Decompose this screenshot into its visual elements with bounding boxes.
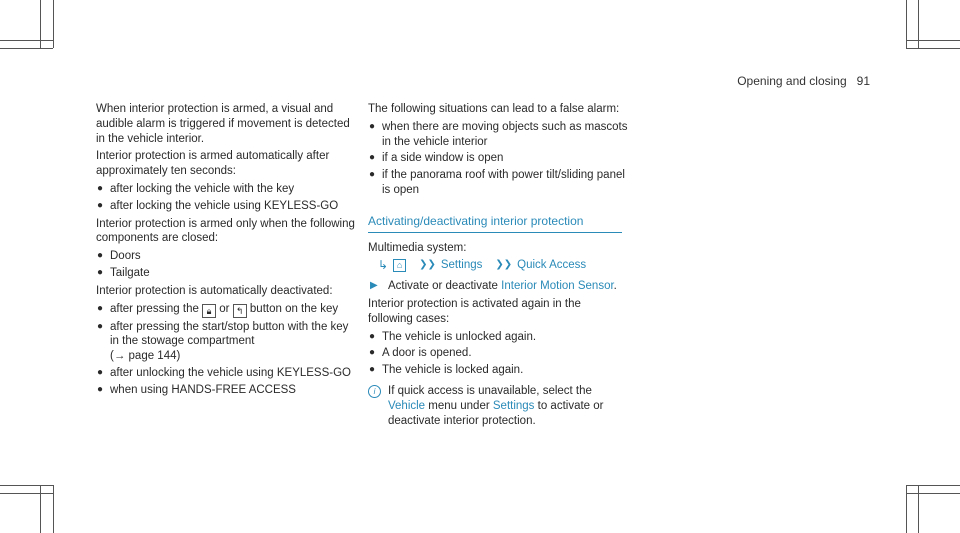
list-item: ● after locking the vehicle using KEYLESS-GO	[97, 199, 339, 212]
bullet-icon: ●	[369, 169, 376, 181]
crop-mark	[906, 485, 960, 486]
bullet-list	[368, 330, 628, 378]
running-header	[737, 74, 870, 88]
chevron-right-icon: ❯❯	[495, 259, 513, 271]
section-title: Opening and closing	[737, 74, 847, 88]
settings-link[interactable]: Settings	[492, 399, 535, 412]
crop-mark	[906, 493, 960, 494]
bullet-list	[368, 120, 628, 198]
action-step: ▶ Activate or deactivate Interior Motion Sensor.	[370, 280, 617, 293]
quick-access-menu-link[interactable]: Quick Access	[517, 259, 587, 272]
bullet-icon: ●	[369, 330, 376, 342]
bullet-list	[96, 249, 358, 281]
list-item: ● after locking the vehicle with the key	[97, 182, 295, 195]
list-item: ● The vehicle is locked again.	[369, 364, 524, 377]
list-item: ● after pressing the start/stop button with the key in the stowage compartment (→ page 144)	[97, 320, 349, 363]
info-icon: i	[368, 385, 381, 398]
paragraph: Interior protection is activated again in the following cases:	[368, 297, 581, 325]
bullet-icon: ●	[97, 383, 104, 395]
tailgate-key-icon: ↰	[233, 304, 247, 318]
crop-mark	[0, 493, 53, 494]
lock-key-icon: 🔒︎	[202, 304, 216, 318]
crop-mark	[53, 485, 54, 533]
section-heading: Activating/deactivating interior protection	[368, 214, 622, 233]
paragraph: Interior protection is automatically deactivated:	[96, 284, 333, 297]
bullet-icon: ●	[369, 152, 376, 164]
crop-mark	[906, 48, 960, 49]
crop-mark	[0, 485, 53, 486]
list-item: ● after unlocking the vehicle using KEYLESS-GO	[97, 366, 351, 379]
list-item: ● Doors	[97, 250, 141, 263]
action-arrow-icon: ▶	[370, 280, 378, 292]
info-note: i If quick access is unavailable, select the Vehicle menu under Settings to activate or deactivate interior protection.	[368, 384, 628, 428]
bullet-icon: ●	[97, 266, 104, 278]
list-item: ● if the panorama roof with power tilt/sliding panel is open	[369, 169, 625, 196]
crop-mark	[0, 48, 53, 49]
crop-mark	[0, 40, 53, 41]
path-arrow-icon: ↳	[378, 258, 389, 273]
bullet-icon: ●	[369, 364, 376, 376]
bullet-icon: ●	[369, 347, 376, 359]
menu-path	[378, 258, 628, 273]
bullet-icon: ●	[97, 302, 104, 314]
chevron-right-icon: ❯❯	[419, 259, 436, 271]
list-item: ● if a side window is open	[369, 152, 504, 165]
paragraph: Multimedia system:	[368, 241, 467, 254]
list-item: ● The vehicle is unlocked again.	[369, 330, 537, 343]
right-column	[368, 102, 628, 431]
crop-mark	[53, 0, 54, 48]
bullet-icon: ●	[97, 182, 104, 194]
bullet-icon: ●	[97, 199, 104, 211]
bullet-list	[96, 302, 358, 398]
bullet-icon: ●	[97, 250, 104, 262]
paragraph: When interior protection is armed, a visual and audible alarm is triggered if movement is detected in the vehicle interior.	[96, 103, 350, 145]
crop-mark	[906, 40, 960, 41]
paragraph: Interior protection is armed automatically after approximately ten seconds:	[96, 150, 330, 178]
home-icon[interactable]: ⌂	[393, 259, 406, 272]
paragraph: The following situations can lead to a false alarm:	[368, 103, 620, 115]
list-item: ● after pressing the 🔒︎ or ↰ button on the key	[97, 302, 339, 316]
bullet-icon: ●	[97, 320, 104, 332]
left-column	[96, 102, 358, 401]
settings-menu-link[interactable]: Settings	[440, 259, 483, 272]
list-item: ● Tailgate	[97, 266, 150, 279]
list-item: ● A door is opened.	[369, 347, 472, 360]
page-reference[interactable]: (→ page 144)	[110, 350, 181, 363]
bullet-icon: ●	[97, 366, 104, 378]
bullet-icon: ●	[369, 120, 376, 132]
bullet-list	[96, 182, 358, 214]
list-item: ● when using HANDS-FREE ACCESS	[97, 383, 296, 396]
interior-motion-sensor-link[interactable]: Interior Motion Sensor	[501, 280, 614, 293]
vehicle-menu-link[interactable]: Vehicle	[388, 399, 426, 412]
page-number: 91	[856, 74, 870, 88]
paragraph: Interior protection is armed only when the following components are closed:	[96, 217, 355, 245]
list-item: ● when there are moving objects such as mascots in the vehicle interior	[369, 120, 628, 148]
